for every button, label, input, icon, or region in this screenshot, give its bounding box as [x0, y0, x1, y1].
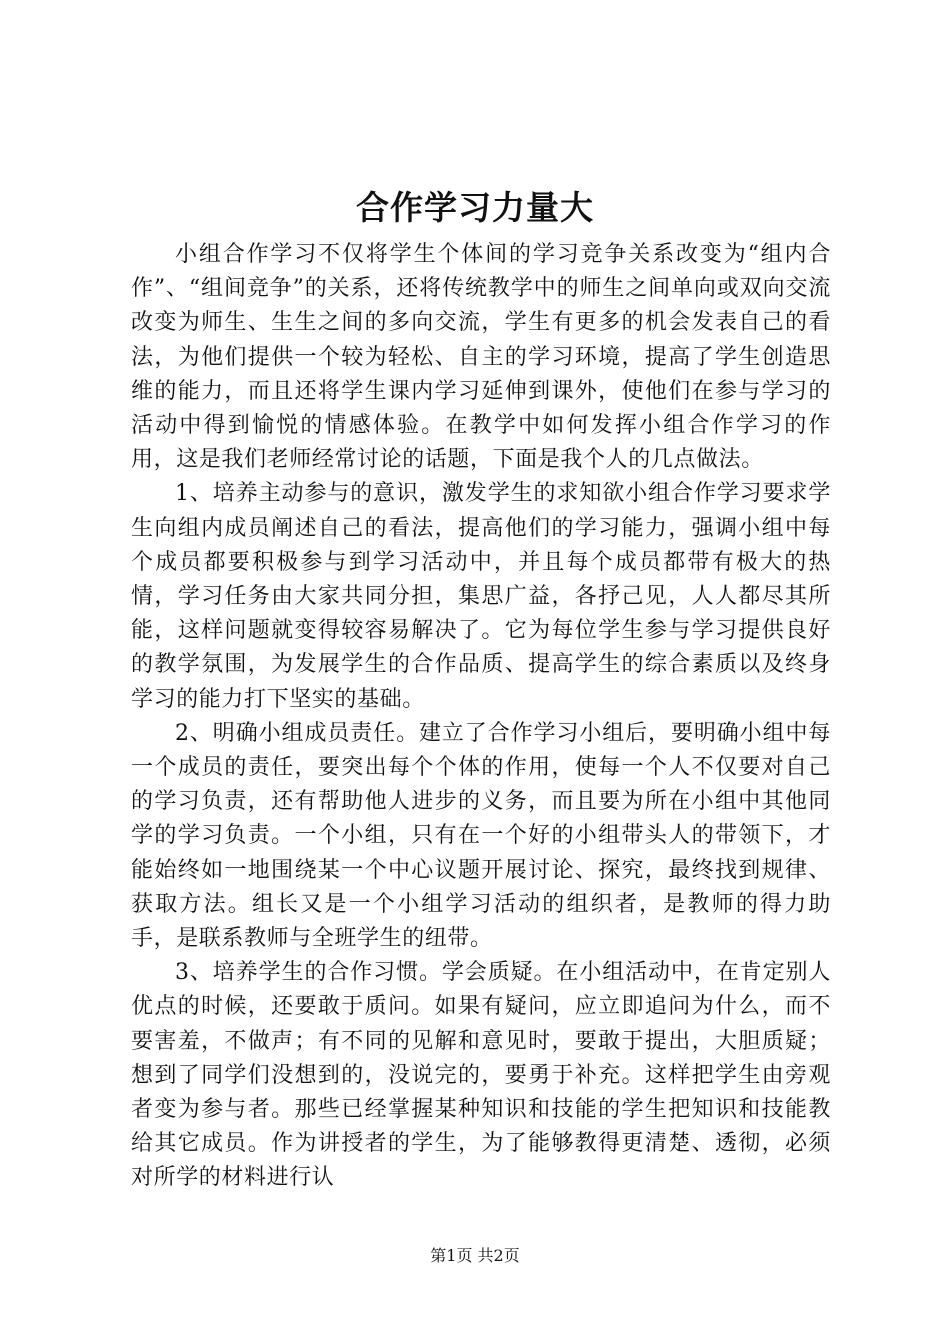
paragraph-point-1: 1、培养主动参与的意识，激发学生的求知欲小组合作学习要求学生向组内成员阐述自己的看法，提高他们的学习能力，强调小组中每个成员都要积极参与到学习活动中，并且每个成员都带有极大的热情，学习任务由大家共同分担，集思广益，各抒己见，人人都尽其所能，这样问题就变得较容易解决了。它为每位学生参与学习提供良好的教学氛围，为发展学生的合作品质、提高学生的综合素质以及终身学习的能力打下坚实的基础。: [131, 481, 831, 712]
document-title: 合作学习力量大: [356, 188, 594, 227]
paragraph-point-2: 2、明确小组成员责任。建立了合作学习小组后，要明确小组中每一个成员的责任，要突出每个个体的作用，使每一个人不仅要对自己的学习负责，还有帮助他人进步的义务，而且要为所在小组中其他同学的学习负责。一个小组，只有在一个好的小组带头人的带领下，才能始终如一地围绕某一个中心议题开展讨论、探究，最终找到规律、获取方法。组长又是一个小组学习活动的组织者，是教师的得力助手，是联系教师与全班学生的纽带。: [131, 720, 831, 952]
document-body: [131, 238, 831, 1196]
paragraph-point-3: 3、培养学生的合作习惯。学会质疑。在小组活动中，在肯定别人优点的时候，还要敢于质问。如果有疑问，应立即追问为什么，而不要害羞，不做声；有不同的见解和意见时，要敢于提出，大胆质疑；想到了同学们没想到的，没说完的，要勇于补充。这样把学生由旁观者变为参与者。那些已经掌握某种知识和技能的学生把知识和技能教给其它成员。作为讲授者的学生，为了能够教得更清楚、透彻，必须对所学的材料进行认: [131, 960, 831, 1191]
paragraph-intro: 小组合作学习不仅将学生个体间的学习竞争关系改变为“组内合作”、“组间竞争”的关系，还将传统教学中的师生之间单向或双向交流改变为师生、生生之间的多向交流，学生有更多的机会发表自己的看法，为他们提供一个较为轻松、自主的学习环境，提高了学生创造思维的能力，而且还将学生课内学习延伸到课外，使他们在参与学习的活动中得到愉悦的情感体验。在教学中如何发挥小组合作学习的作用，这是我们老师经常讨论的话题，下面是我个人的几点做法。: [131, 242, 831, 473]
page-footer: 第1页 共2页: [430, 1246, 520, 1265]
